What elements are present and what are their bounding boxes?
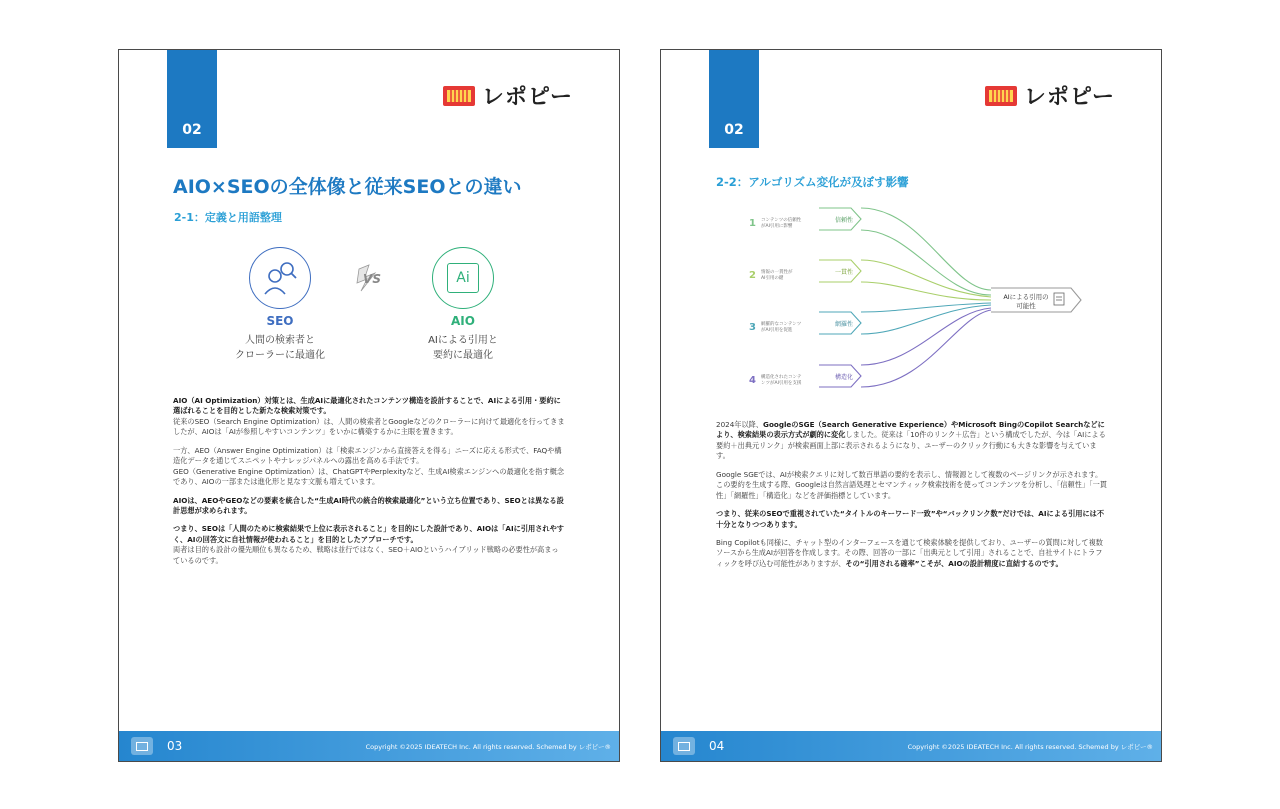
vs-label: VS — [363, 272, 381, 286]
logo-text: レポピー — [1023, 85, 1115, 110]
paragraph-3-bold: つまり、従来のSEOで重視されていた“タイトルのキーワード一致”や“バックリンク数”だけでは、AIによる引用には不十分となりつつあります。 — [716, 509, 1105, 529]
page-icon — [673, 737, 695, 755]
copyright: Copyright ©2025 IDEATECH Inc. All rights reserved. Schemed by レポピー® — [907, 742, 1153, 751]
ai-chip-icon: Ai — [447, 263, 479, 293]
paragraph-1 — [716, 420, 1108, 462]
page-number: 03 — [167, 739, 183, 753]
page-03 — [118, 49, 620, 762]
repopy-logo-icon — [442, 83, 476, 109]
paragraph-3 — [716, 509, 1108, 530]
vs-icon — [355, 263, 389, 293]
page-number: 04 — [709, 739, 725, 753]
paragraph-4 — [173, 524, 565, 566]
logo-text: レポピー — [481, 85, 573, 110]
algorithm-diagram — [661, 200, 1161, 400]
paragraph-2a-text: 一方、AEO（Answer Engine Optimization）は「検索エンジンから直接答えを得る」ニーズに応える形式で、FAQや構造化データを通じてスニペットやナレッジパネルへの露出を高める手法です。 — [173, 445, 562, 466]
body-text — [716, 420, 1108, 577]
section-number: 02 — [182, 122, 202, 138]
paragraph-1a-text: 2024年以降、 — [716, 420, 764, 429]
repopy-logo-icon — [984, 83, 1018, 109]
page-04 — [660, 49, 1162, 762]
paragraph-1-text: 従来のSEO（Search Engine Optimization）は、人間の検索者とGoogleなどのクローラーに向けて最適化を行ってきましたが、AIOは「AIが参照しやすいコンテンツ」をいかに構築するかに主眼を置きます。 — [173, 416, 565, 437]
diagram-item-3-number: 3 — [749, 322, 756, 333]
diagram-item-4-tag: 構造化 — [835, 374, 854, 381]
diagram-item-2-desc1: 情報の一貫性が — [761, 270, 793, 275]
diagram-item-4-desc2: ンツがAI引用を支援 — [761, 381, 802, 386]
diagram-item-1-desc1: コンテンツの信頼性 — [761, 218, 802, 223]
diagram-item-2-desc2: AI引用の鍵 — [761, 276, 784, 281]
section-heading: 2-2：アルゴリズム変化が及ぼす影響 — [716, 175, 909, 189]
paragraph-4 — [716, 538, 1108, 569]
aio-caption — [393, 334, 533, 363]
page-footer — [119, 731, 619, 761]
section-tab — [709, 50, 759, 148]
copyright: Copyright ©2025 IDEATECH Inc. All rights reserved. Schemed by レポピー® — [365, 742, 611, 751]
diagram-item-1-desc2: がAI引用に影響 — [761, 224, 793, 229]
page-icon — [131, 737, 153, 755]
paragraph-4-bold: つまり、SEOは「人間のために検索結果で上位に表示されること」を目的にした設計であり、AIOは「AIに引用されやすく、AIの回答文に自社情報が使われること」を目的としたアプローチです。 — [173, 524, 564, 544]
paragraph-1-bold: GoogleのSGE（Search Generative Experience）やMicrosoft BingのCopilot Searchなどにより、検索結果の表示方式が劇的に変化 — [716, 420, 1105, 440]
diagram-result-line1: AIによる引用の — [1003, 293, 1049, 301]
paragraph-2b-text: GEO（Generative Engine Optimization）は、ChatGPTやPerplexityなど、生成AI検索エンジンへの最適化を指す概念であり、AIOの一部または進化形と見なす文脈も増えています。 — [173, 466, 565, 487]
paragraph-1-bold: AIO（AI Optimization）対策とは、生成AIに最適化されたコンテンツ構造を設計することで、AIによる引用・要約に選ばれることを目的とした新たな検索対策です。 — [173, 396, 561, 416]
aio-icon-circle — [432, 247, 494, 309]
paragraph-2 — [173, 446, 565, 488]
diagram-item-4-desc1: 構造化されたコンテ — [761, 375, 802, 380]
diagram-item-3-desc1: 網羅的なコンテンツ — [761, 322, 802, 327]
diagram-item-1-tag: 信頼性 — [835, 217, 854, 224]
page-footer — [661, 731, 1161, 761]
paragraph-3 — [173, 496, 565, 517]
aio-caption-line1: AIによる引用と — [428, 335, 498, 346]
section-tab — [167, 50, 217, 148]
seo-caption — [210, 334, 350, 363]
diagram-result-line2: 可能性 — [1016, 302, 1036, 310]
diagram-item-3-desc2: がAI引用を促進 — [761, 328, 793, 333]
body-text — [173, 396, 565, 574]
diagram-item-1-number: 1 — [749, 218, 756, 229]
diagram-item-2-number: 2 — [749, 270, 756, 281]
logo — [442, 80, 573, 111]
aio-caption-line2: 要約に最適化 — [433, 349, 493, 361]
paragraph-4a-text: Bing Copilotも同様に、チャット型のインターフェースを通じて検索体験を提供しており、ユーザーの質問に対して複数ソースから生成AIが回答を作成します。その際、回答の一部に「出典元として引用」されることで、自社サイトにトラフィックを呼び込む可能性がありますが、 — [716, 537, 1103, 568]
section-subtitle: 2-1：定義と用語整理 — [174, 211, 282, 224]
paragraph-3-bold: AIOは、AEOやGEOなどの要素を統合した“生成AI時代の統合的検索最適化”という立ち位置であり、SEOとは異なる設計思想が求められます。 — [173, 495, 564, 515]
paragraph-4-bold: その“引用される確率”こそが、AIOの設計精度に直結するのです。 — [845, 558, 1063, 568]
diagram-item-2-tag: 一貫性 — [835, 269, 854, 276]
paragraph-2: Google SGEでは、AIが検索クエリに対して数百単語の要約を表示し、情報源として複数のページリンクが示されます。この要約を生成する際、Googleは自然言語処理とセマンティック検索技術を使ってコンテンツを分析し、「信頼性」「一貫性」「網羅性」「構造化」などを評価指標としています。 — [716, 469, 1107, 500]
logo — [984, 80, 1115, 111]
aio-label: AIO — [451, 314, 475, 328]
seo-caption-line2: クローラーに最適化 — [235, 349, 325, 361]
seo-caption-line1: 人間の検索者と — [245, 335, 315, 346]
paragraph-1c-text: しました。従来は「10件のリンク＋広告」という構成でしたが、今は「AIによる要約＋出典元リンク」が検索画面上部に表示されるようになり、ユーザーのクリック行動にも大きな影響を与えています。 — [716, 430, 1106, 461]
page-title: AIO×SEOの全体像と従来SEOとの違い — [173, 176, 522, 198]
paragraph-1 — [173, 396, 565, 438]
paragraph-4-text: 両者は目的も設計の優先順位も異なるため、戦略は並行ではなく、SEO＋AIOというハイブリッド戦略の必要性が高まっているのです。 — [173, 545, 559, 565]
section-number: 02 — [724, 122, 744, 138]
person-search-icon — [260, 258, 300, 298]
seo-icon-circle — [249, 247, 311, 309]
seo-label: SEO — [266, 314, 294, 328]
diagram-item-3-tag: 網羅性 — [835, 321, 854, 328]
book-icon — [1054, 293, 1064, 305]
diagram-item-4-number: 4 — [749, 375, 756, 386]
